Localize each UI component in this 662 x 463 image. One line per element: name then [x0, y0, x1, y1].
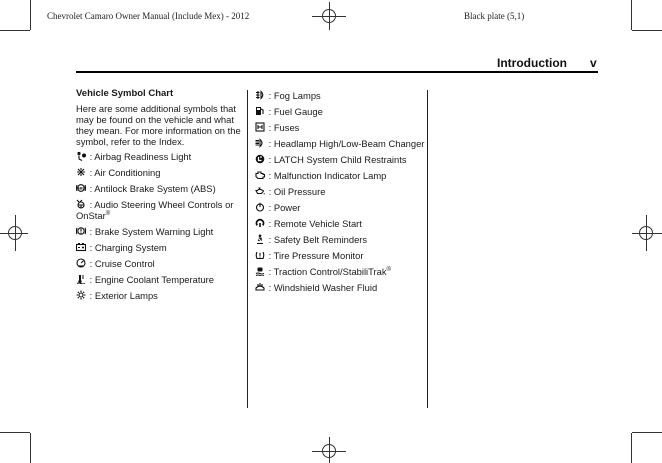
symbol-label: Tire Pressure Monitor: [273, 250, 364, 261]
symbol-list-1: [76, 151, 244, 301]
symbol-label: Traction Control/StabiliTrak: [273, 266, 387, 277]
remote-start-icon: [255, 218, 265, 228]
symbol-list-item: : Windshield Washer Fluid: [255, 282, 425, 293]
symbol-label: Antilock Brake System (ABS): [94, 183, 216, 194]
symbol-list-item: : Brake System Warning Light: [76, 226, 244, 237]
sun-icon: [76, 290, 86, 300]
symbol-list-item: : Remote Vehicle Start: [255, 218, 425, 229]
symbol-label: Safety Belt Reminders: [273, 234, 368, 245]
symbol-list-item: : Malfunction Indicator Lamp: [255, 170, 425, 181]
page-number: v: [590, 56, 597, 70]
symbol-list-item: : Charging System: [76, 242, 244, 253]
headlamp-icon: [255, 138, 265, 148]
symbol-label: Cruise Control: [94, 258, 155, 269]
symbol-list-item: : Safety Belt Reminders: [255, 234, 425, 245]
symbol-label: Audio Steering Wheel Controls or OnStar: [76, 199, 234, 221]
symbol-list-item: : Cruise Control: [76, 258, 244, 269]
symbol-list-item: : Air Conditioning: [76, 167, 244, 178]
symbol-list-item: : Tire Pressure Monitor: [255, 250, 425, 261]
oil-can-icon: [255, 186, 265, 196]
seatbelt-icon: [255, 234, 265, 244]
symbol-label: Fog Lamps: [273, 90, 321, 101]
fuel-pump-icon: [255, 106, 265, 116]
symbol-label: Malfunction Indicator Lamp: [273, 170, 387, 181]
symbol-label: Fuses: [273, 122, 300, 133]
symbol-label: Remote Vehicle Start: [273, 218, 362, 229]
symbol-label: Exterior Lamps: [94, 290, 158, 301]
fuse-icon: [255, 122, 265, 132]
speedometer-icon: [76, 258, 86, 268]
thermometer-icon: [76, 274, 86, 284]
abs-icon: [76, 183, 86, 193]
engine-icon: [255, 170, 265, 180]
header-rule: [76, 71, 598, 73]
svg-text:ABS: ABS: [77, 186, 85, 191]
symbol-list-item: : Fuel Gauge: [255, 106, 425, 117]
symbol-list-item: : LATCH System Child Restraints: [255, 154, 425, 165]
chart-title: Vehicle Symbol Chart: [76, 88, 174, 99]
washer-icon: [255, 282, 265, 292]
column-divider: [247, 90, 248, 408]
symbol-list-item: : Headlamp High/Low-Beam Changer: [255, 138, 425, 149]
symbol-list-item: : Oil Pressure: [255, 186, 425, 197]
symbol-label: Charging System: [94, 242, 167, 253]
child-seat-icon: [255, 154, 265, 164]
symbol-list-item: : Audio Steering Wheel Controls or OnStar®: [76, 199, 234, 221]
battery-icon: [76, 242, 86, 252]
symbol-label: Oil Pressure: [273, 186, 326, 197]
fog-lamp-icon: [255, 90, 265, 100]
tire-pressure-icon: [255, 250, 265, 260]
symbol-list-item: : Power: [255, 202, 425, 213]
symbol-list-item: : Engine Coolant Temperature: [76, 274, 244, 285]
traction-icon: [255, 266, 265, 276]
registered-mark: ®: [105, 210, 111, 217]
symbol-label: LATCH System Child Restraints: [273, 154, 407, 165]
symbol-list-item: : Traction Control/StabiliTrak®: [255, 266, 425, 277]
document-header-title: Chevrolet Camaro Owner Manual (Include Mex) - 2012: [47, 11, 250, 21]
black-plate-label: Black plate (5,1): [464, 11, 525, 21]
fan-icon: [76, 167, 86, 177]
symbol-label: Engine Coolant Temperature: [94, 274, 215, 285]
intro-paragraph: Here are some additional symbols that may be found on the vehicle and what they mean. For more information on the symbol, refer to the Index.: [76, 103, 241, 147]
symbol-list-item: ABS : Antilock Brake System (ABS): [77, 183, 216, 194]
symbol-list-item: : Exterior Lamps: [76, 290, 244, 301]
symbol-list-2: [255, 90, 425, 293]
steering-wheel-icon: [76, 199, 86, 209]
symbol-label: Fuel Gauge: [273, 106, 323, 117]
symbol-label: Brake System Warning Light: [94, 226, 214, 237]
symbol-label: Power: [273, 202, 301, 213]
symbol-list-item: : Fuses: [255, 122, 425, 133]
symbol-column-2: [255, 90, 425, 298]
symbol-list-item: : Fog Lamps: [255, 90, 425, 101]
symbol-label: Windshield Washer Fluid: [273, 282, 378, 293]
symbol-label: Air Conditioning: [94, 167, 161, 178]
section-title: Introduction: [497, 56, 567, 70]
symbol-column-1: [76, 88, 244, 306]
power-icon: [255, 202, 265, 212]
registered-mark: ®: [386, 266, 391, 273]
airbag-icon: [76, 151, 86, 161]
symbol-list-item: : Airbag Readiness Light: [76, 151, 244, 162]
brake-warning-icon: [76, 226, 86, 236]
symbol-label: Headlamp High/Low-Beam Changer: [273, 138, 425, 149]
column-divider: [427, 90, 428, 408]
symbol-label: Airbag Readiness Light: [94, 151, 192, 162]
